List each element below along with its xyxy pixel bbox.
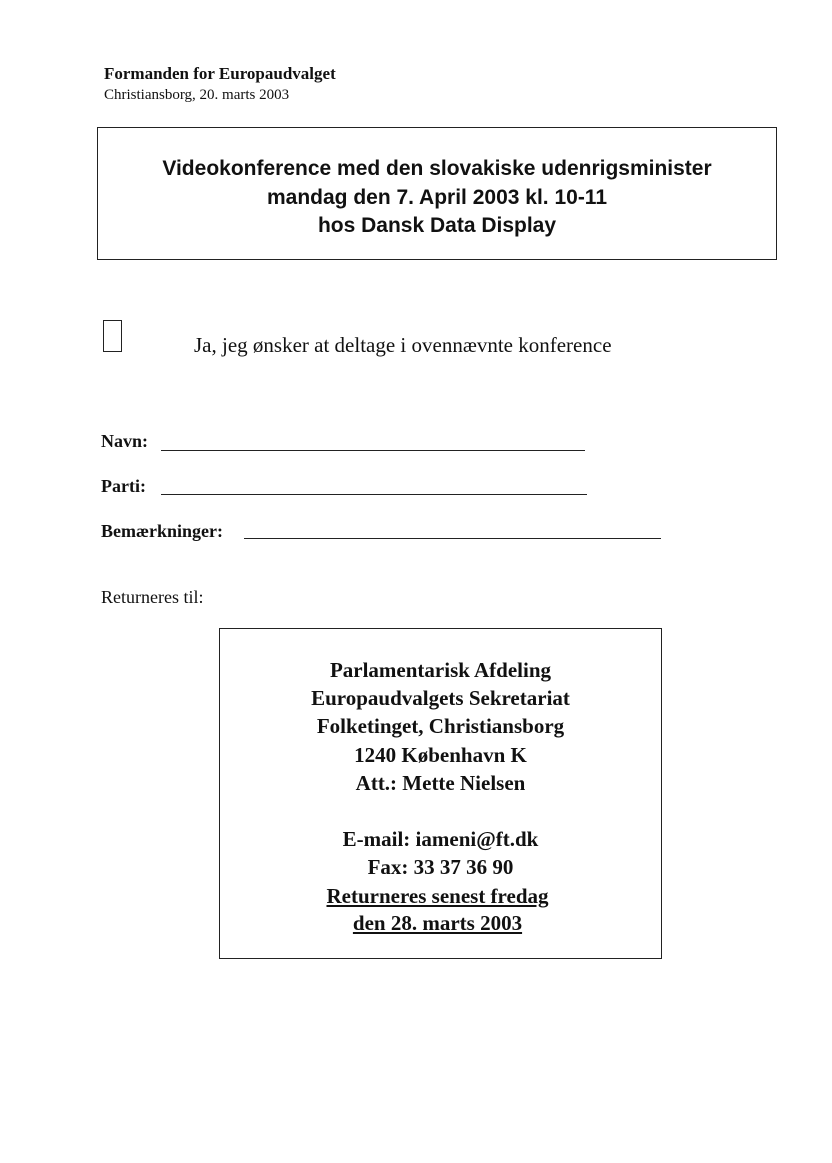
attend-checkbox[interactable]: [103, 320, 122, 352]
attend-checkbox-label: Ja, jeg ønsker at deltage i ovennævnte konference: [194, 333, 612, 357]
name-label: Navn:: [101, 431, 149, 451]
title-box: [97, 127, 777, 260]
title-line-1: Videokonference med den slovakiske udenrigsminister: [162, 157, 712, 180]
sender-heading: Formanden for Europaudvalget: [104, 64, 336, 83]
remarks-label: Bemærkninger:: [101, 521, 223, 541]
return-label: Returneres til:: [101, 587, 204, 607]
address-city: 1240 København K: [354, 743, 527, 767]
party-label: Parti:: [101, 476, 146, 496]
name-field[interactable]: [161, 429, 585, 451]
title-line-3: hos Dansk Data Display: [317, 214, 557, 237]
address-institution: Folketinget, Christiansborg: [316, 714, 565, 738]
return-address-box: [219, 628, 662, 959]
address-secretariat: Europaudvalgets Sekretariat: [311, 686, 570, 710]
place-date: Christiansborg, 20. marts 2003: [104, 87, 290, 103]
address-email[interactable]: E-mail: iameni@ft.dk: [342, 827, 539, 851]
deadline-line-2: den 28. marts 2003: [352, 911, 523, 935]
deadline-line-1: Returneres senest fredag: [326, 884, 549, 908]
address-fax: Fax: 33 37 36 90: [367, 855, 514, 879]
address-dept: Parlamentarisk Afdeling: [329, 658, 552, 682]
remarks-field[interactable]: [244, 517, 661, 539]
party-field[interactable]: [161, 473, 587, 495]
title-line-2: mandag den 7. April 2003 kl. 10-11: [266, 186, 608, 209]
address-attention: Att.: Mette Nielsen: [355, 771, 526, 795]
